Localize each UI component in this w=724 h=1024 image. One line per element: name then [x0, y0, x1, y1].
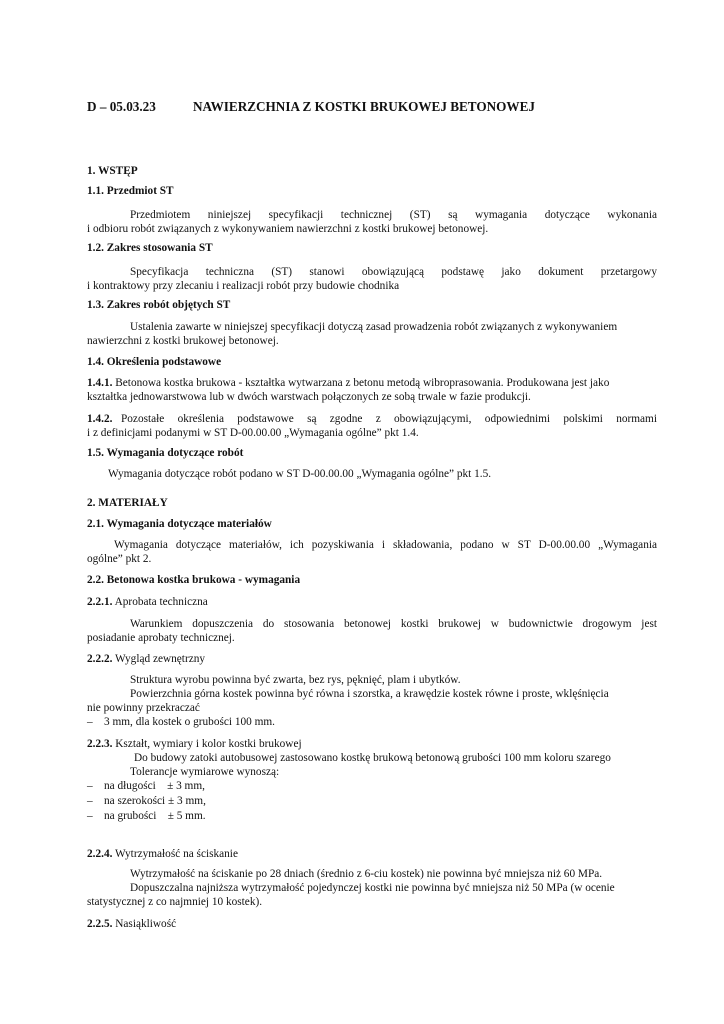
paragraph-line: nie powinny przekraczać [87, 702, 200, 714]
subsection-heading: 1.4. Określenia podstawowe [87, 356, 222, 368]
section-heading: 2. MATERIAŁY [87, 497, 168, 509]
paragraph-line: Do budowy zatoki autobusowej zastosowano kostkę brukową betonową grubości 100 mm koloru szarego [134, 752, 611, 764]
paragraph-line: Warunkiem dopuszczenia do stosowania betonowej kostki brukowej w budownictwie drogowym jest [130, 618, 657, 630]
paragraph-line: ogólne” pkt 2. [87, 553, 152, 565]
paragraph-line: kształtka jednowarstwowa lub w dwóch warstwach połączonych ze sobą trwale w fazie produkcji. [87, 391, 531, 403]
list-item: na grubości ± 5 mm. [104, 810, 206, 822]
paragraph-line: Tolerancje wymiarowe wynoszą: [130, 766, 280, 778]
paragraph-line: Przedmiotem niniejszej specyfikacji technicznej (ST) są wymagania dotyczące wykonania [130, 209, 657, 221]
list-bullet: – [87, 810, 93, 822]
definition-number: 1.4.1. [87, 377, 113, 389]
paragraph-line: i kontraktowy przy zlecaniu i realizacji robót przy budowie chodnika [87, 280, 400, 292]
list-bullet: – [87, 795, 93, 807]
subsubsection-title: Wygląd zewnętrzny [115, 653, 206, 665]
list-item: na szerokości ± 3 mm, [104, 795, 206, 807]
paragraph-line: Specyfikacja techniczna (ST) stanowi obowiązującą podstawę jako dokument przetargowy [130, 266, 657, 278]
subsubsection-heading [87, 847, 657, 861]
list-bullet: – [87, 780, 93, 792]
subsubsection-heading [87, 652, 657, 666]
subsection-heading: 1.5. Wymagania dotyczące robót [87, 447, 244, 459]
subsubsection-number: 2.2.2. [87, 653, 113, 665]
subsection-heading: 1.2. Zakres stosowania ST [87, 242, 213, 254]
paragraph-line: Ustalenia zawarte w niniejszej specyfikacji dotyczą zasad prowadzenia robót związanych z wykonywaniem [130, 321, 618, 333]
paragraph-line: statystycznej z co najmniej 10 kostek). [87, 896, 263, 908]
document-title [87, 99, 535, 115]
paragraph-line: Wymagania dotyczące materiałów, ich pozyskiwania i składowania, podano w ST D-00.00.00 „Wymagania [114, 539, 657, 551]
subsection-heading: 2.2. Betonowa kostka brukowa - wymagania [87, 574, 301, 586]
subsubsection-title: Wytrzymałość na ściskanie [115, 848, 238, 860]
paragraph-line: Dopuszczalna najniższa wytrzymałość pojedynczej kostki nie powinna być mniejsza niż 50 MPa (w ocenie [130, 882, 615, 894]
paragraph-line: i z definicjami podanymi w ST D-00.00.00 „Wymagania ogólne” pkt 1.4. [87, 427, 419, 439]
subsubsection-heading [87, 595, 657, 609]
definition-number: 1.4.2. [87, 413, 113, 425]
paragraph-line: Wymagania dotyczące robót podano w ST D-00.00.00 „Wymagania ogólne” pkt 1.5. [108, 468, 492, 480]
paragraph-line: Struktura wyrobu powinna być zwarta, bez rys, pęknięć, plam i ubytków. [130, 674, 461, 686]
subsection-heading: 1.1. Przedmiot ST [87, 185, 174, 197]
list-item: na długości ± 3 mm, [104, 780, 205, 792]
list-bullet: – [87, 716, 93, 728]
definition-text: Betonowa kostka brukowa - kształtka wytwarzana z betonu metodą wibroprasowania. Produkowana jest jako [115, 377, 610, 389]
subsubsection-heading [87, 917, 657, 931]
subsubsection-heading [87, 737, 657, 751]
subsubsection-title: Nasiąkliwość [115, 918, 177, 930]
definition-line [87, 376, 657, 390]
spec-code: D – 05.03.23 [87, 99, 156, 114]
definition-text: Pozostałe określenia podstawowe są zgodne z obowiązującymi, odpowiednimi polskimi normami [121, 413, 657, 425]
subsubsection-number: 2.2.3. [87, 738, 113, 750]
subsection-heading: 2.1. Wymagania dotyczące materiałów [87, 518, 272, 530]
paragraph-line: i odbioru robót związanych z wykonywaniem nawierzchni z kostki brukowej betonowej. [87, 223, 489, 235]
subsubsection-title: Kształt, wymiary i kolor kostki brukowej [115, 738, 302, 750]
list-item: 3 mm, dla kostek o grubości 100 mm. [104, 716, 276, 728]
spec-title: NAWIERZCHNIA Z KOSTKI BRUKOWEJ BETONOWEJ [193, 99, 535, 114]
paragraph-line: Powierzchnia górna kostek powinna być równa i szorstka, a krawędzie kostek równe i proste, wklęśnięcia [130, 688, 609, 700]
paragraph-line: Wytrzymałość na ściskanie po 28 dniach (średnio z 6-ciu kostek) nie powinna być mniejsza niż 60 MPa. [130, 868, 603, 880]
definition-line [87, 412, 657, 426]
subsubsection-title: Aprobata techniczna [114, 596, 208, 608]
paragraph-line: posiadanie aprobaty technicznej. [87, 632, 235, 644]
paragraph-line: nawierzchni z kostki brukowej betonowej. [87, 335, 279, 347]
subsubsection-number: 2.2.5. [87, 918, 113, 930]
subsection-heading: 1.3. Zakres robót objętych ST [87, 299, 231, 311]
subsubsection-number: 2.2.4. [87, 848, 113, 860]
section-heading: 1. WSTĘP [87, 165, 138, 177]
subsubsection-number: 2.2.1. [87, 596, 113, 608]
